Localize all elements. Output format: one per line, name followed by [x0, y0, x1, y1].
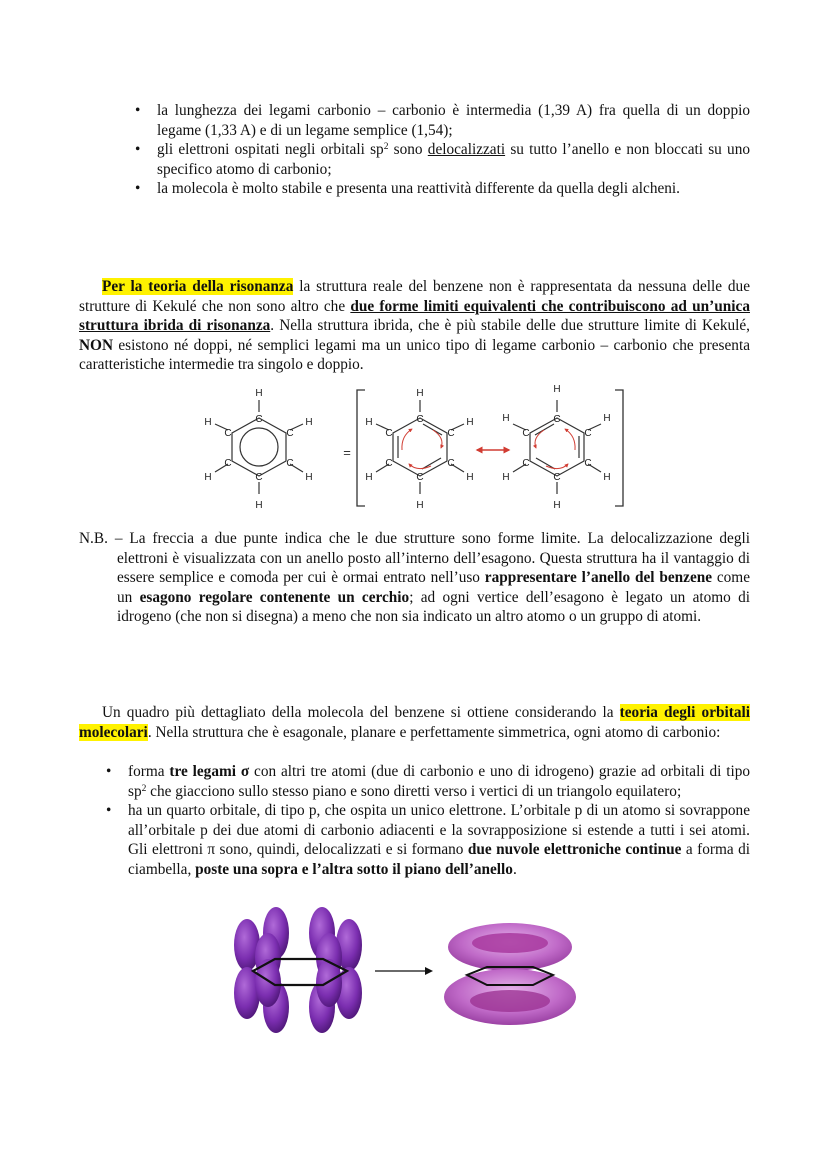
atom-h: H	[416, 500, 424, 511]
atom-c: C	[255, 414, 263, 425]
atom-h: H	[466, 417, 474, 428]
atom-c: C	[286, 458, 294, 469]
atom-h: H	[255, 500, 263, 511]
atom-c: C	[416, 472, 424, 483]
electron-arrows-1	[402, 429, 442, 469]
atom-c: C	[584, 458, 592, 469]
nb-paragraph: N.B. – La freccia a due punte indica che le due strutture sono forme limite. La delocalizzazione degli elettroni è visualizzata con un anello posto all’interno dell’esagono. Questa struttura ha il vantaggio di essere semplice e comoda per cui è ormai entrato nell’uso rappresentare l’anello del benzene come un esagono regolare contenente un cerchio; ad ogni vertice dell’esagono è legato un atomo di idrogeno (che non si disegna) a meno che non sia indicato un altro atomo o un gruppo di atomi.	[79, 530, 751, 625]
atom-h: H	[553, 384, 561, 395]
atom-h: H	[603, 413, 611, 424]
atom-h: H	[255, 388, 263, 399]
list-item: • forma tre legami σ con altri tre atomi (due di carbonio e uno di idrogeno) grazie ad orbitali di tipo $sp^2$ che giacciono sullo stesso piano e sono diretti verso i vertici di un triangolo equilatero;	[106, 763, 751, 800]
atom-c: C	[385, 428, 393, 439]
list-item: • la molecola è molto stabile e presenta una reattività differente da quella degli alcheni.	[135, 180, 680, 197]
pi-electron-clouds	[444, 923, 576, 1025]
equals-sign: =	[343, 445, 351, 460]
list-item: • ha un quarto orbitale, di tipo p, che ospita un unico elettrone. L’orbitale p di un atomo si sovrappone all’orbitale p dei due atomi di carbonio adiacenti e la sovrapposizione si estende a tutti i sei atomi. Gli elettroni π sono, quindi, delocalizzati e si formano due nuvole elettroniche continue a forma di ciambella, poste una sopra e l’altra sotto il piano dell’anello.	[106, 802, 750, 878]
atom-h: H	[204, 472, 212, 483]
atom-h: H	[466, 472, 474, 483]
atom-h: H	[365, 472, 373, 483]
atom-c: C	[255, 472, 263, 483]
atom-h: H	[305, 417, 313, 428]
atom-h: H	[502, 413, 510, 424]
atom-c: C	[224, 458, 232, 469]
atom-h: H	[553, 500, 561, 511]
benzene-resonance-diagram	[195, 380, 635, 515]
atom-h: H	[305, 472, 313, 483]
list-item: • la lunghezza dei legami carbonio – carbonio è intermedia (1,39 A) fra quella di un doppio legame (1,33 A) e di un legame semplice (1,54);	[135, 102, 750, 139]
atom-c: C	[447, 428, 455, 439]
atom-c: C	[584, 428, 592, 439]
atom-h: H	[365, 417, 373, 428]
atom-h: H	[502, 472, 510, 483]
atom-c: C	[447, 458, 455, 469]
atom-c: C	[553, 472, 561, 483]
electron-arrows-2	[535, 429, 575, 469]
atom-h: H	[603, 472, 611, 483]
atom-c: C	[416, 414, 424, 425]
atom-c: C	[553, 414, 561, 425]
left-bracket	[357, 390, 365, 506]
atom-c: C	[385, 458, 393, 469]
properties-list	[135, 101, 750, 199]
list-item: • gli elettroni ospitati negli orbitali $sp^2$ sono delocalizzati su tutto l’anello e non bloccati su uno specifico atomo di carbonio;	[135, 141, 750, 178]
atom-c: C	[522, 458, 530, 469]
atom-c: C	[224, 428, 232, 439]
atom-h: H	[204, 417, 212, 428]
right-bracket	[615, 390, 623, 506]
orbital-paragraph: Un quadro più dettagliato della molecola del benzene si ottiene considerando la teoria degli orbitali molecolari. Nella struttura che è esagonale, planare e perfettamente simmetrica, ogni atomo di carbonio:	[79, 704, 750, 741]
atom-c: C	[286, 428, 294, 439]
atom-h: H	[416, 388, 424, 399]
orbital-list	[106, 762, 751, 879]
resonance-paragraph: Per la teoria della risonanza la struttura reale del benzene non è rappresentata da nessuna delle due strutture di Kekulé che non sono altro che due forme limiti equivalenti che contribuiscono ad un’unica struttura ibrida di risonanza. Nella struttura ibrida, che è più stabile delle due strutture limite di Kekulé, NON esistono né doppi, né semplici legami ma un unico tipo di legame carbonio – carbonio che presenta caratteristiche intermedie tra singolo e doppio.	[79, 278, 750, 373]
atom-c: C	[522, 428, 530, 439]
arrow-head	[425, 967, 433, 975]
orbital-illustration	[225, 905, 605, 1040]
